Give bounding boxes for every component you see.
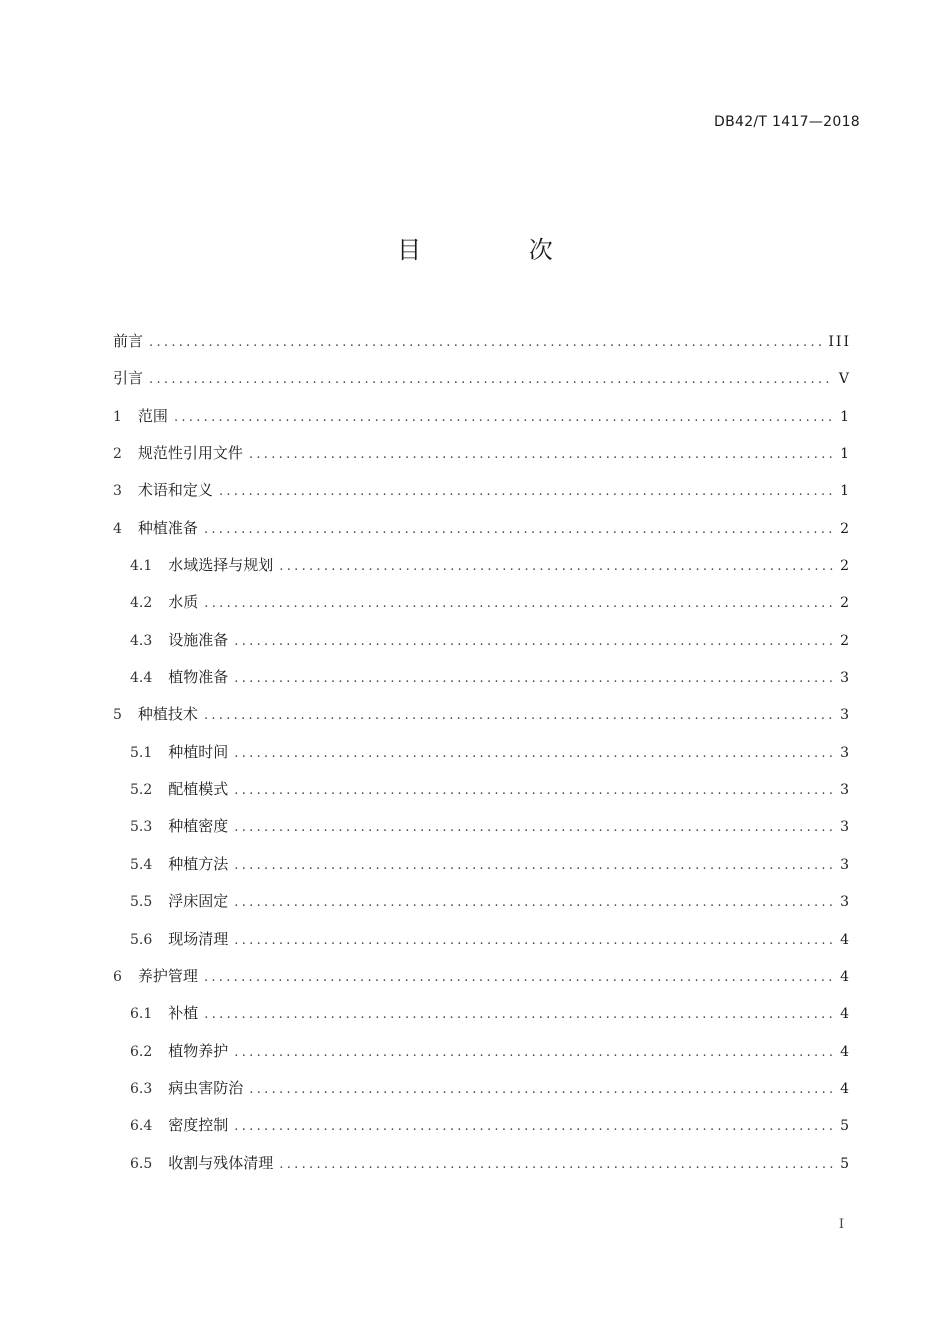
toc-entry-page: 4 (840, 1006, 851, 1023)
toc-entry-number: 1 (113, 408, 122, 425)
toc-leader-dots (249, 447, 834, 462)
toc-entry-page: 1 (840, 446, 851, 463)
toc-entry-label: 植物准备 (168, 668, 229, 687)
toc-leader-dots (234, 895, 834, 910)
table-of-contents (113, 330, 851, 1189)
toc-entry-number: 4.2 (130, 595, 153, 612)
toc-entry-number: 5.2 (130, 782, 153, 799)
toc-entry-label: 种植密度 (168, 817, 229, 836)
toc-entry[interactable] (113, 330, 851, 367)
toc-entry-page: 5 (840, 1155, 851, 1172)
toc-leader-dots (249, 1082, 834, 1097)
toc-entry[interactable] (113, 1002, 851, 1039)
toc-entry-page: 3 (840, 856, 851, 873)
toc-entry-page: 3 (840, 707, 851, 724)
toc-entry-number: 5.5 (130, 894, 153, 911)
toc-entry-number: 5 (113, 707, 122, 724)
toc-entry[interactable] (113, 666, 851, 703)
toc-entry[interactable] (113, 405, 851, 442)
toc-leader-dots (234, 746, 834, 761)
toc-entry[interactable] (113, 741, 851, 778)
toc-leader-dots (279, 559, 834, 574)
toc-entry[interactable] (113, 928, 851, 965)
toc-entry-number: 4.4 (130, 670, 153, 687)
toc-entry[interactable] (113, 890, 851, 927)
toc-entry-label: 水质 (168, 593, 199, 612)
toc-entry-number: 2 (113, 446, 122, 463)
toc-entry-label: 浮床固定 (168, 892, 229, 911)
toc-entry-number: 4.3 (130, 632, 153, 649)
toc-entry[interactable] (113, 778, 851, 815)
page-title: 目 次 (397, 236, 603, 264)
toc-entry-page: 4 (840, 1043, 851, 1060)
toc-entry-page: 3 (840, 782, 851, 799)
toc-entry-label: 种植技术 (137, 705, 198, 724)
toc-leader-dots (204, 1007, 834, 1022)
toc-leader-dots (204, 970, 834, 985)
toc-entry-page: 1 (840, 408, 851, 425)
toc-entry-label: 收割与残体清理 (168, 1153, 274, 1172)
toc-entry-number: 6.4 (130, 1118, 153, 1135)
toc-entry-page: 2 (840, 520, 851, 537)
toc-leader-dots (149, 335, 822, 350)
toc-leader-dots (174, 410, 834, 425)
toc-leader-dots (279, 1157, 834, 1172)
toc-entry-label: 术语和定义 (137, 481, 213, 500)
toc-leader-dots (234, 1119, 834, 1134)
toc-leader-dots (234, 634, 834, 649)
toc-leader-dots (234, 933, 834, 948)
toc-entry-page: 4 (840, 1080, 851, 1097)
toc-entry[interactable] (113, 367, 851, 404)
page-number: I (838, 1217, 844, 1232)
toc-entry[interactable] (113, 703, 851, 740)
toc-entry[interactable] (113, 965, 851, 1002)
toc-leader-dots (204, 522, 834, 537)
toc-entry-label: 植物养护 (168, 1041, 229, 1060)
toc-entry-number: 6.2 (130, 1043, 153, 1060)
toc-entry-number: 5.1 (130, 744, 153, 761)
toc-entry-number: 4 (113, 520, 122, 537)
toc-entry-label: 范围 (137, 406, 168, 425)
toc-entry[interactable] (113, 1077, 851, 1114)
toc-entry-label: 水域选择与规划 (168, 556, 274, 575)
toc-entry-label: 前言 (113, 332, 144, 350)
toc-entry-label: 配植模式 (168, 780, 229, 799)
toc-entry-page: 4 (840, 968, 851, 985)
toc-entry-page: 2 (840, 632, 851, 649)
toc-entry[interactable] (113, 554, 851, 591)
toc-entry-label: 现场清理 (168, 929, 229, 948)
toc-entry-page: 3 (840, 670, 851, 687)
toc-leader-dots (234, 1045, 834, 1060)
toc-entry[interactable] (113, 479, 851, 516)
toc-entry-label: 种植准备 (137, 518, 198, 537)
toc-leader-dots (149, 372, 833, 387)
toc-entry-page: 3 (840, 894, 851, 911)
toc-entry-label: 设施准备 (168, 630, 229, 649)
toc-entry[interactable] (113, 442, 851, 479)
toc-entry-label: 种植方法 (168, 854, 229, 873)
toc-leader-dots (234, 858, 834, 873)
toc-entry-label: 种植时间 (168, 742, 229, 761)
toc-entry-number: 6.1 (130, 1006, 153, 1023)
toc-entry-page: III (828, 334, 851, 350)
toc-leader-dots (204, 596, 834, 611)
toc-entry[interactable] (113, 1040, 851, 1077)
toc-entry-number: 6.5 (130, 1155, 153, 1172)
toc-entry-number: 6 (113, 968, 122, 985)
toc-entry-number: 6.3 (130, 1080, 153, 1097)
toc-entry[interactable] (113, 815, 851, 852)
toc-entry-label: 密度控制 (168, 1116, 229, 1135)
toc-entry[interactable] (113, 629, 851, 666)
toc-entry-page: 3 (840, 744, 851, 761)
toc-entry[interactable] (113, 591, 851, 628)
toc-entry-page: V (838, 371, 851, 388)
toc-entry[interactable] (113, 1152, 851, 1189)
toc-entry-label: 引言 (113, 369, 144, 388)
toc-leader-dots (234, 783, 834, 798)
toc-leader-dots (219, 484, 834, 499)
toc-entry[interactable] (113, 1114, 851, 1151)
toc-entry-number: 5.4 (130, 856, 153, 873)
toc-entry-label: 补植 (168, 1004, 199, 1023)
toc-entry-number: 3 (113, 483, 122, 500)
toc-entry-page: 2 (840, 558, 851, 575)
toc-entry-page: 1 (840, 483, 851, 500)
toc-entry-page: 3 (840, 819, 851, 836)
toc-entry-label: 病虫害防治 (168, 1078, 244, 1097)
toc-entry[interactable] (113, 517, 851, 554)
toc-entry-label: 养护管理 (137, 966, 198, 985)
toc-entry-label: 规范性引用文件 (137, 444, 243, 463)
toc-entry-number: 5.3 (130, 819, 153, 836)
toc-entry[interactable] (113, 853, 851, 890)
toc-leader-dots (204, 708, 834, 723)
toc-entry-number: 5.6 (130, 931, 153, 948)
toc-entry-page: 4 (840, 931, 851, 948)
toc-entry-page: 2 (840, 595, 851, 612)
toc-entry-page: 5 (840, 1118, 851, 1135)
toc-entry-number: 4.1 (130, 558, 153, 575)
document-code: DB42/T 1417—2018 (714, 114, 860, 130)
toc-leader-dots (234, 671, 834, 686)
toc-leader-dots (234, 820, 834, 835)
